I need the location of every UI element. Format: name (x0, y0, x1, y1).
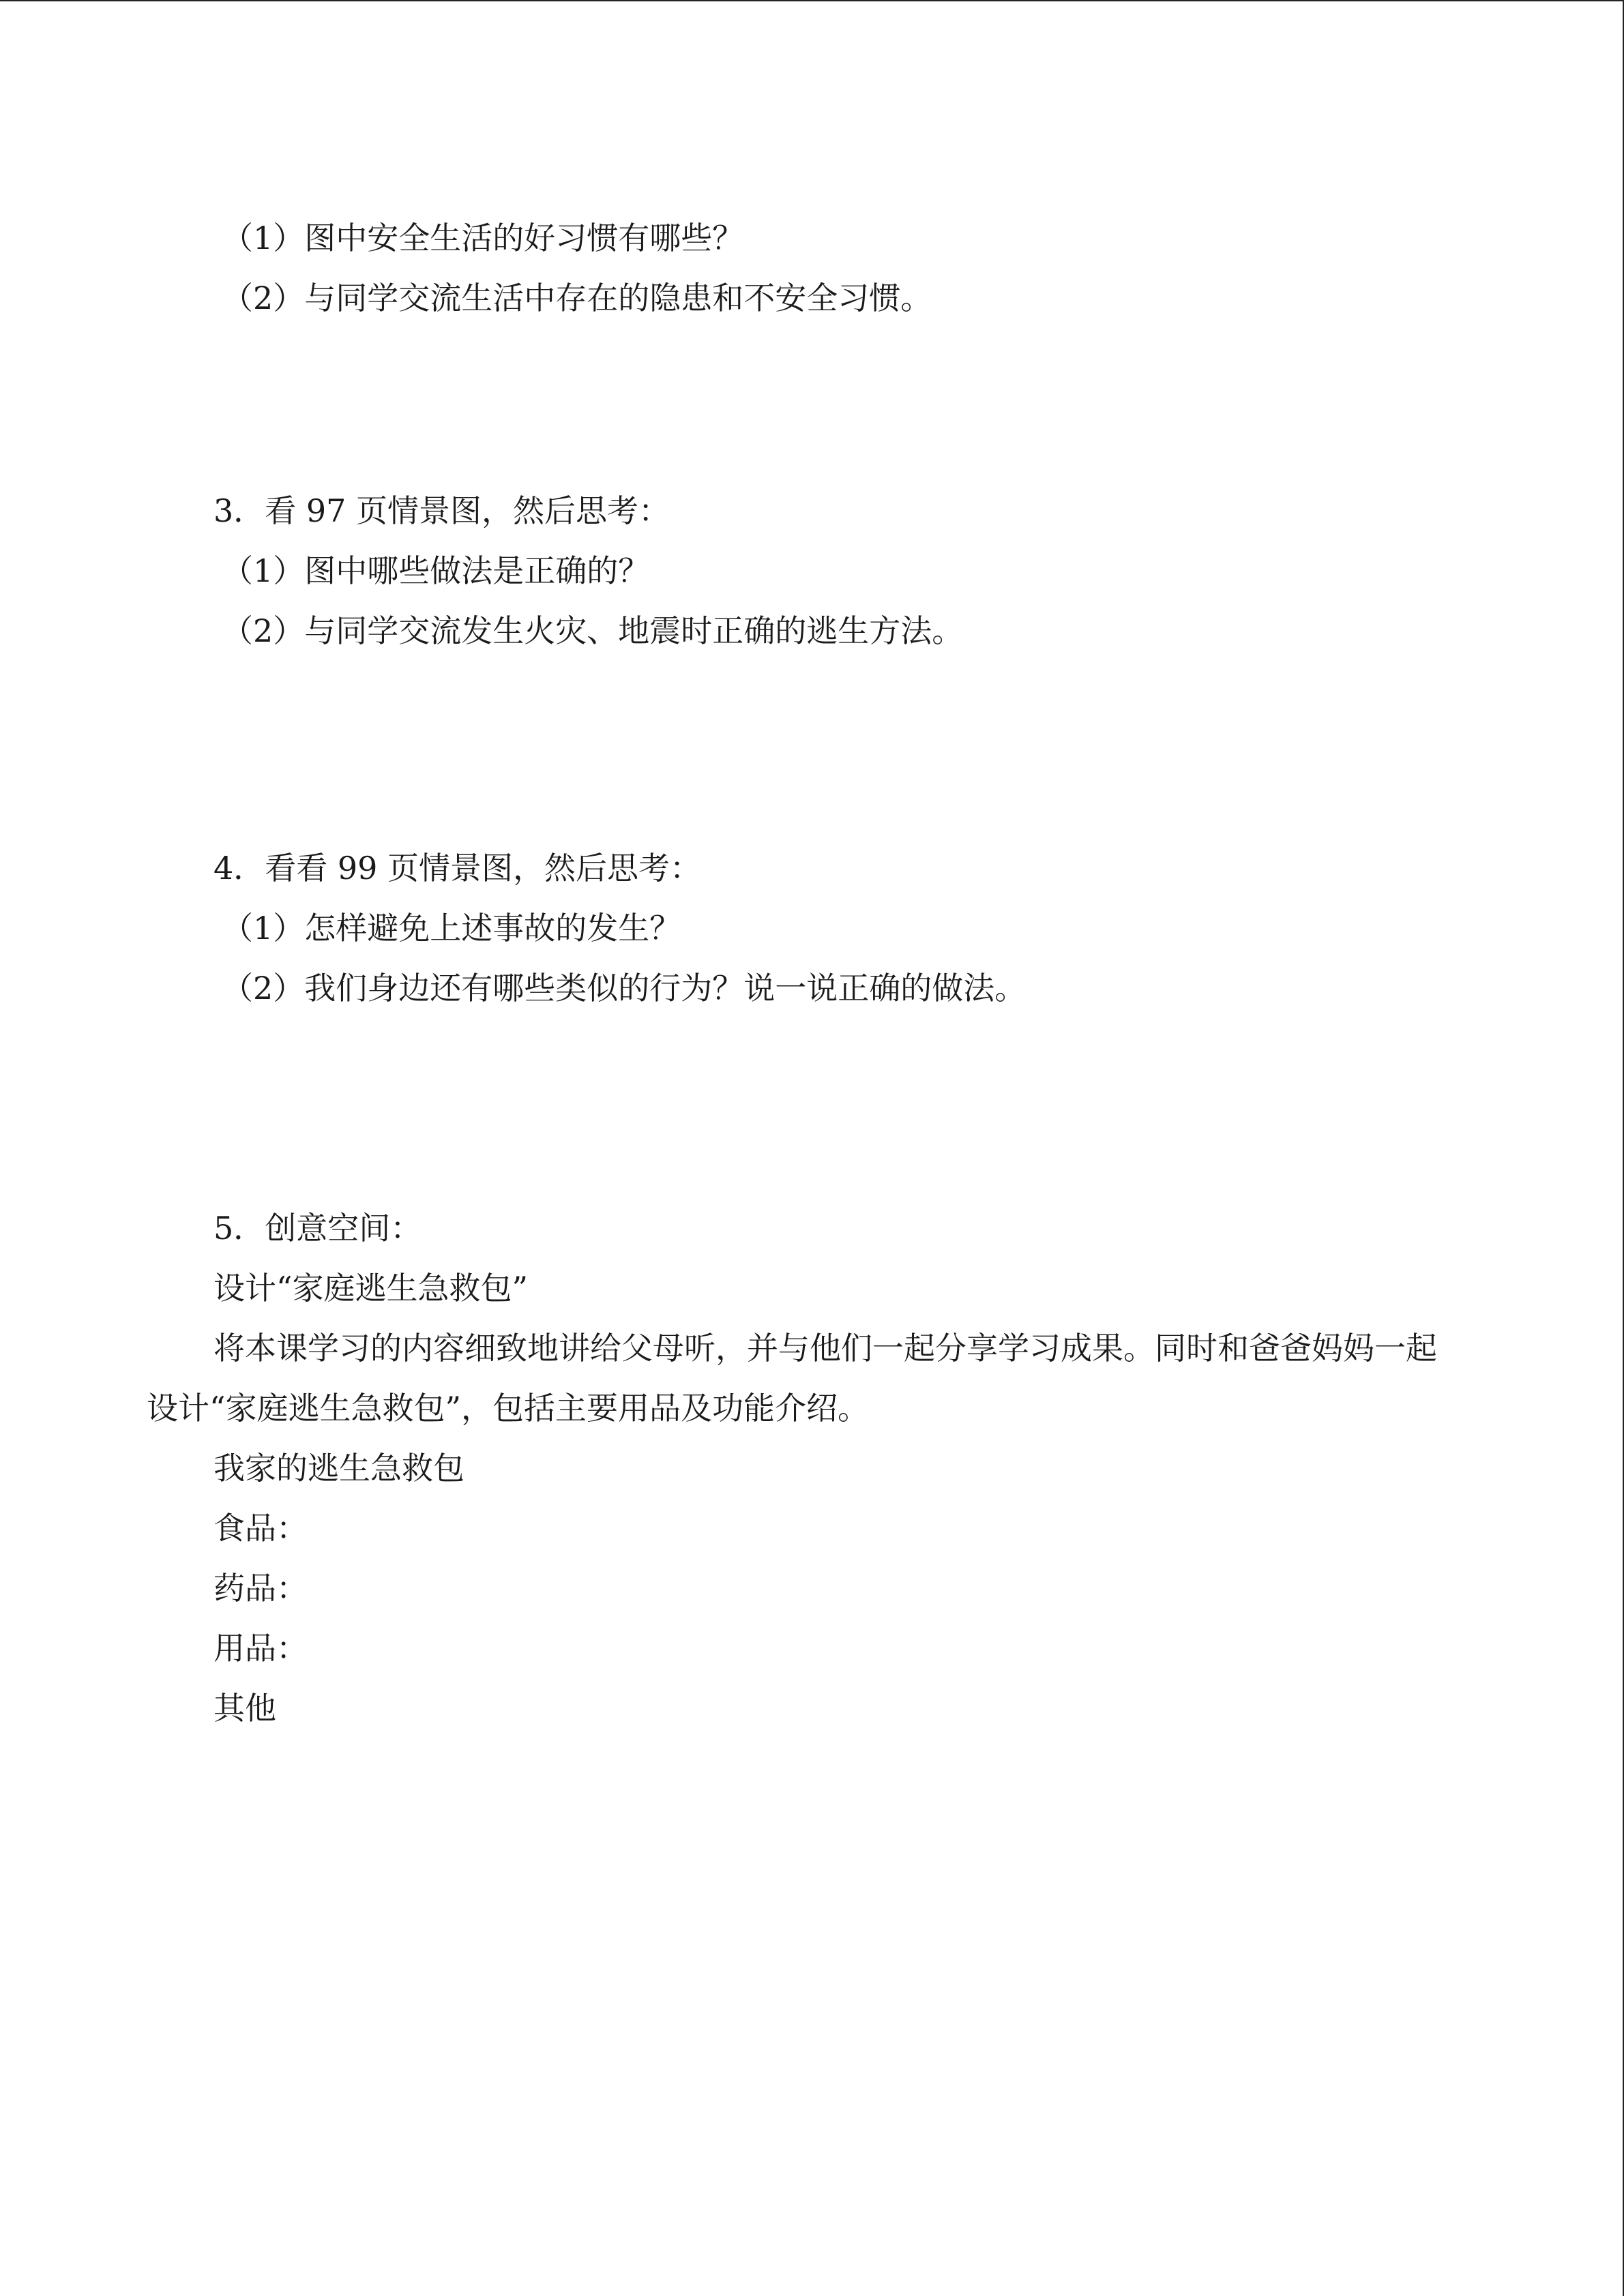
section3-heading: 3．看 97 页情景图，然后思考： (213, 492, 670, 529)
kit-other-label: 其他 (213, 1690, 276, 1727)
kit-title: 我家的逃生急救包 (213, 1450, 464, 1487)
section4-question-1: （1）怎样避免上述事故的发生？ (222, 910, 681, 946)
section5-paragraph: 将本课学习的内容细致地讲给父母听，并与他们一起分享学习成果。同时和爸爸妈妈一起设计“家庭逃生急救包”，包括主要用品及功能介绍。 (147, 1330, 1437, 1427)
kit-supplies-label: 用品： (213, 1630, 308, 1667)
kit-food-label: 食品： (213, 1510, 308, 1547)
kit-medicine-label: 药品： (213, 1570, 308, 1607)
section3-question-1: （1）图中哪些做法是正确的？ (222, 552, 650, 589)
section4-question-2: （2）我们身边还有哪些类似的行为？说一说正确的做法。 (222, 970, 1027, 1007)
section5-subtitle: 设计“家庭逃生急救包” (213, 1270, 529, 1307)
section2-question-2: （2）与同学交流生活中存在的隐患和不安全习惯。 (222, 280, 932, 316)
section5-heading: 5．创意空间： (213, 1210, 422, 1247)
section4-heading: 4．看看 99 页情景图，然后思考： (213, 850, 702, 886)
document-body (147, 208, 1456, 1738)
section2-question-1: （1）图中安全生活的好习惯有哪些？ (222, 220, 744, 256)
section3-question-2: （2）与同学交流发生火灾、地震时正确的逃生方法。 (222, 612, 964, 649)
